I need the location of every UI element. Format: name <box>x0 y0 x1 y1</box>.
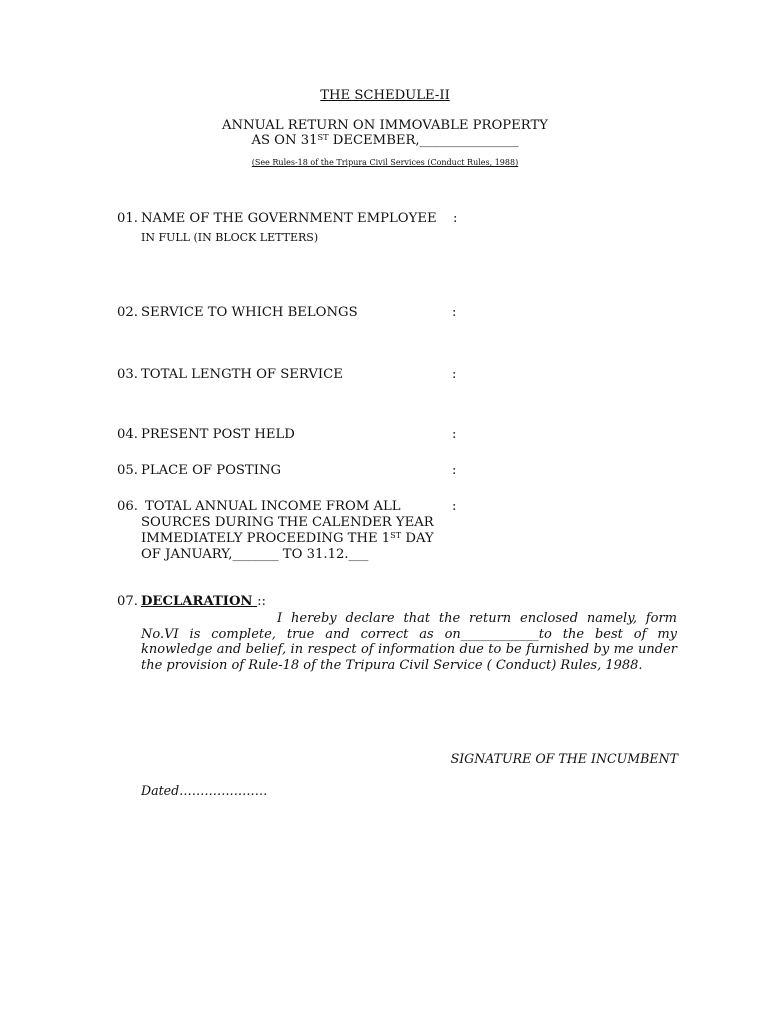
item-label-service: SERVICE TO WHICH BELONGS <box>141 305 358 320</box>
signature-label: SIGNATURE OF THE INCUMBENT <box>450 751 678 766</box>
form-subtitle-date: AS ON 31ST DECEMBER,_______________ <box>251 131 519 148</box>
declaration-text: I hereby declare that the return enclosed namely, form No.VI is complete, true and correct as on____________to the best of my knowledge and belief, in respect of information due to be furnished by me under the provision of Rule-18 of the Tripura Civil Service ( Conduct) Rules, 1988. <box>141 611 677 673</box>
form-subtitle: ANNUAL RETURN ON IMMOVABLE PROPERTY <box>222 118 548 133</box>
item-sublabel: IN FULL (IN BLOCK LETTERS) <box>141 231 319 244</box>
item-number: 02. <box>117 305 138 320</box>
item-number: 01. <box>117 211 138 226</box>
item-label-employee-name: NAME OF THE GOVERNMENT EMPLOYEE <box>141 211 437 226</box>
item-number: 05. <box>117 463 138 478</box>
dated-field: Dated………………… <box>141 783 268 798</box>
item-colon: : <box>452 367 457 382</box>
item-number: 04. <box>117 427 138 442</box>
item-label-present-post: PRESENT POST HELD <box>141 427 295 442</box>
rules-reference: (See Rules-18 of the Tripura Civil Services (Conduct Rules, 1988) <box>251 158 519 167</box>
item-label-annual-income-line3: IMMEDIATELY PROCEEDING THE 1ST DAY <box>141 529 434 546</box>
item-colon: : <box>452 305 457 320</box>
item-colon: : <box>452 499 457 514</box>
item-label-annual-income: TOTAL ANNUAL INCOME FROM ALL <box>145 499 401 514</box>
page-title: THE SCHEDULE-II <box>320 88 450 103</box>
item-label-length-of-service: TOTAL LENGTH OF SERVICE <box>141 367 343 382</box>
declaration-heading: DECLARATION :: <box>141 594 266 609</box>
item-label-annual-income-line4: OF JANUARY,_______ TO 31.12.___ <box>141 547 369 562</box>
item-colon: : <box>453 211 458 226</box>
item-number: 06. <box>117 499 138 514</box>
item-number: 07. <box>117 594 138 609</box>
item-label-place-of-posting: PLACE OF POSTING <box>141 463 282 478</box>
item-colon: : <box>452 427 457 442</box>
item-number: 03. <box>117 367 138 382</box>
item-label-annual-income-line2: SOURCES DURING THE CALENDER YEAR <box>141 515 434 530</box>
item-colon: : <box>452 463 457 478</box>
